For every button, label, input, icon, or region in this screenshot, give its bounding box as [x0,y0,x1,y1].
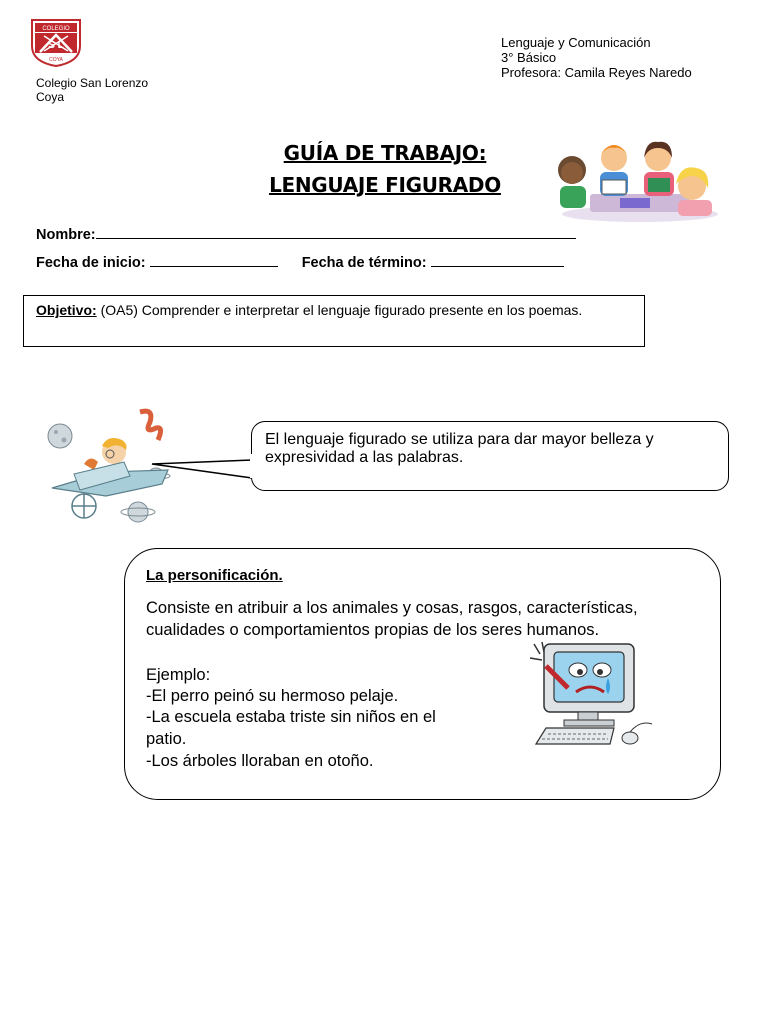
bubble-tail [150,452,254,482]
example-1: -El perro peinó su hermoso pelaje. [146,687,399,705]
teacher: Profesora: Camila Reyes Naredo [501,65,692,80]
end-date-field[interactable] [431,252,564,267]
objective-text: (OA5) Comprender e interpretar el lenguaje figurado presente en los poemas. [100,302,583,318]
start-date-label: Fecha de inicio: [36,255,146,271]
logo-top-text: COLEGIO [42,26,70,32]
example-2: -La escuela estaba triste sin niños en el patio. [146,708,436,748]
school-info [36,76,148,104]
intro-text: El lenguaje figurado se utiliza para dar mayor belleza y expresividad a las palabras. [265,431,654,466]
course-info [501,35,692,80]
subject: Lenguaje y Comunicación [501,35,651,50]
objective [36,302,582,318]
example-3: -Los árboles lloraban en otoño. [146,752,374,770]
end-date-label: Fecha de término: [301,255,427,271]
title-line-1: GUÍA DE TRABAJO: [283,141,487,165]
personification-heading: La personificación. [146,567,283,584]
name-field[interactable] [96,224,576,239]
personification-definition: Consiste en atribuir a los animales y cosas, rasgos, características, cualidades o comportamientos propias de los seres humanos. [146,599,638,639]
logo-bottom-text: COYA [49,57,63,63]
title-line-2: LENGUAJE FIGURADO [269,173,501,197]
crying-computer-illustration [528,640,660,752]
name-row [36,224,576,243]
dates-row [36,252,564,271]
school-shield-logo [30,18,82,68]
name-label: Nombre: [36,227,96,243]
example-label: Ejemplo: [146,666,211,684]
logo-letters: S L [48,40,64,51]
reading-kids-illustration [550,128,720,224]
start-date-field[interactable] [150,252,278,267]
grade: 3° Básico [501,50,557,65]
objective-label: Objetivo: [36,302,97,318]
school-name: Colegio San Lorenzo [36,76,149,90]
school-city: Coya [36,90,65,104]
bubble-tail-join [250,454,254,478]
